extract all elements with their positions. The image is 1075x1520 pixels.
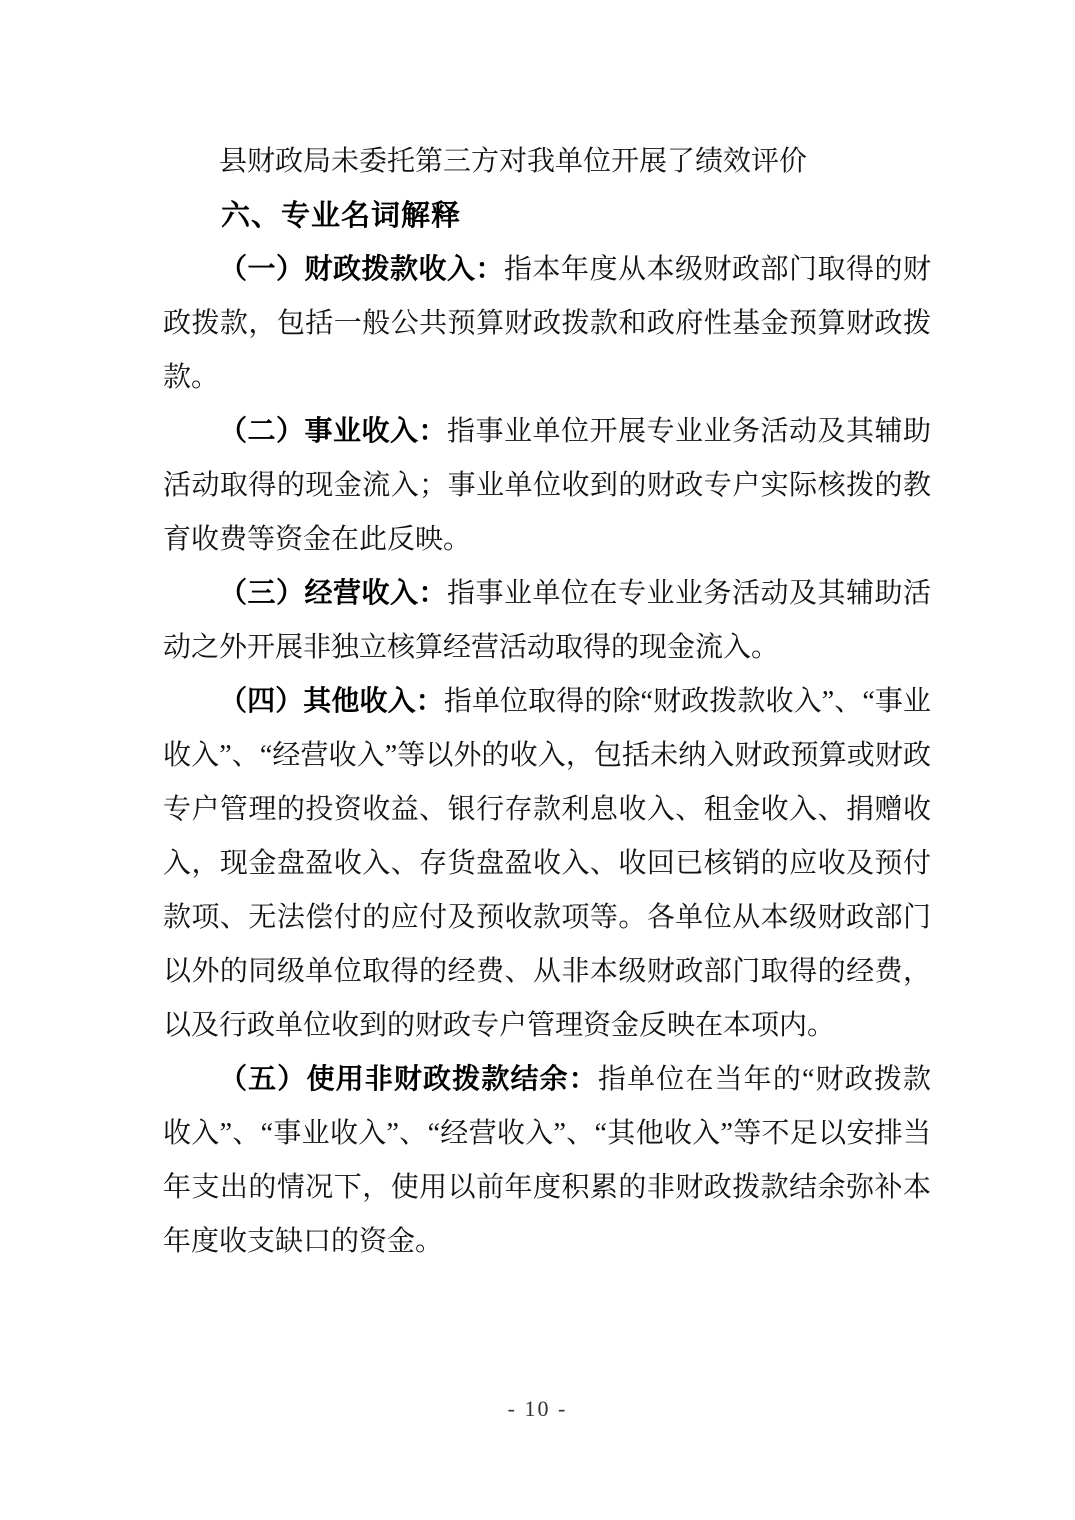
definition-paragraph-5 (163, 1053, 931, 1269)
definition-term: （二）事业收入： (219, 416, 447, 447)
definition-text: 指事业单位开展专业业务活动及其辅助活动取得的现金流入；事业单位收到的财政专户实际核拨的教育收费等资金在此反映。 (163, 416, 931, 555)
definition-term: （三）经营收入： (219, 578, 447, 609)
definition-text: 指单位取得的除“财政拨款收入”、“事业收入”、“经营收入”等以外的收入，包括未纳入财政预算或财政专户管理的投资收益、银行存款利息收入、租金收入、捐赠收入，现金盘盈收入、存货盘盈收入、收回已核销的应收及预付款项、无法偿付的应付及预收款项等。各单位从本级财政部门以外的同级单位取得的经费、从非本级财政部门取得的经费，以及行政单位收到的财政专户管理资金反映在本项内。 (163, 686, 931, 1041)
document-content (163, 135, 931, 1269)
definition-text: 指本年度从本级财政部门取得的财政拨款，包括一般公共预算财政拨款和政府性基金预算财政拨款。 (163, 254, 931, 393)
definition-term: （一）财政拨款收入： (219, 254, 504, 285)
definition-text: 指事业单位在专业业务活动及其辅助活动之外开展非独立核算经营活动取得的现金流入。 (163, 578, 931, 663)
definition-paragraph-3 (163, 567, 931, 675)
definition-paragraph-2 (163, 405, 931, 567)
intro-text: 县财政局未委托第三方对我单位开展了绩效评价 (219, 146, 808, 177)
definition-text: 指单位在当年的“财政拨款收入”、“事业收入”、“经营收入”、“其他收入”等不足以安排当年支出的情况下，使用以前年度积累的非财政拨款结余弥补本年度收支缺口的资金。 (163, 1064, 931, 1257)
definition-term: （四）其他收入： (219, 686, 444, 717)
page-number: - 10 - (507, 1396, 568, 1421)
definition-paragraph-1 (163, 243, 931, 405)
intro-paragraph (163, 135, 931, 189)
definition-term: （五）使用非财政拨款结余： (219, 1064, 598, 1095)
page-footer (0, 1396, 1075, 1422)
section-heading: 六、专业名词解释 (221, 200, 462, 232)
definition-paragraph-4 (163, 675, 931, 1053)
